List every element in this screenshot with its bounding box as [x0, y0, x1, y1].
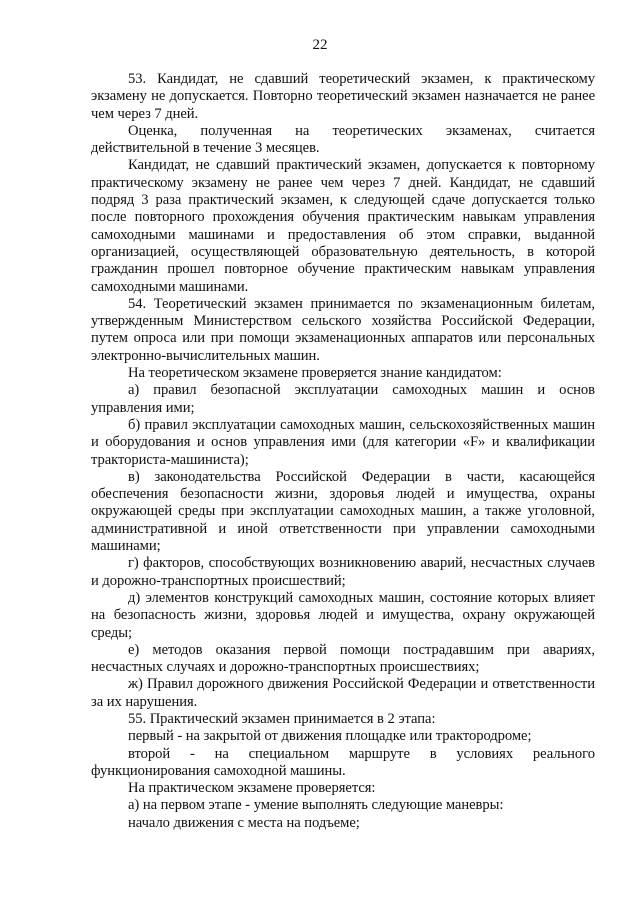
stage-first: первый - на закрытой от движения площадке или трактородроме; [128, 728, 532, 745]
stage-second: второй - на специальном маршруте в условиях реального функционирования самоходной машины. [91, 745, 595, 779]
paragraph-theory-checks-intro: На теоретическом экзамене проверяется знание кандидатом: [128, 365, 502, 382]
paragraph-practical-retake: Кандидат, не сдавший практический экзамен, допускается к повторному практическому экзамену не ранее чем через 7 дней. Кандидат, не сдавший подряд 3 раза практический экзамен, к следующей сдаче допускается только после повторного прохождения обучения практическим навыкам управления самоходными машинами и предоставления об этом справки, выданной организацией, осуществляющей образовательную деятельность, в которой гражданин прошел повторное обучение практическим навыкам управления самоходными машинами. [91, 157, 595, 295]
list-item-e: е) методов оказания первой помощи пострадавшим при авариях, несчастных случаях и дорожно-транспортных происшествиях; [91, 641, 595, 676]
paragraph-theory-grade-validity: Оценка, полученная на теоретических экзаменах, считается действительной в течение 3 месяцев. [91, 122, 595, 157]
paragraph-54-theory-exam: 54. Теоретический экзамен принимается по экзаменационным билетам, утвержденным Министерством сельского хозяйства Российской Федерации, путем опроса или при помощи экзаменационных аппаратов или персональных электронно-вычислительных машин. [91, 295, 595, 364]
paragraph-55-practical-exam: 55. Практический экзамен принимается в 2 этапа: [128, 710, 436, 727]
list-item-zh: ж) Правил дорожного движения Российской Федерации и ответственности за их нарушения. [91, 676, 595, 710]
list-item-d: д) элементов конструкций самоходных машин, состояние которых влияет на безопасность жизни, здоровья людей и имущества, охрану окружающей среды; [91, 589, 595, 641]
paragraph-practical-checks-intro: На практическом экзамене проверяется: [128, 780, 376, 797]
document-body [91, 71, 595, 832]
paragraph-53-exam-retake: 53. Кандидат, не сдавший теоретический экзамен, к практическому экзамену не допускается. Повторно теоретический экзамен назначается не ранее чем через 7 дней. [91, 71, 595, 122]
list-item-v: в) законодательства Российской Федерации в части, касающейся обеспечения безопасности жизни, здоровья людей и имущества, охраны окружающей среды при эксплуатации самоходных машин, а также уголовной, административной и иной ответственности при управлении самоходными машинами; [91, 468, 595, 555]
list-item-b: б) правил эксплуатации самоходных машин, сельскохозяйственных машин и оборудования и основ управления ими (для категории «F» и квалификации тракториста-машиниста); [91, 416, 595, 468]
list-item-g: г) факторов, способствующих возникновению аварий, несчастных случаев и дорожно-транспортных происшествий; [91, 555, 595, 589]
maneuver-item: начало движения с места на подъеме; [128, 814, 360, 831]
list-item-a: а) правил безопасной эксплуатации самоходных машин и основ управления ими; [91, 382, 595, 416]
list-item-first-stage: а) на первом этапе - умение выполнять следующие маневры: [128, 797, 504, 814]
page-number: 22 [312, 37, 328, 53]
